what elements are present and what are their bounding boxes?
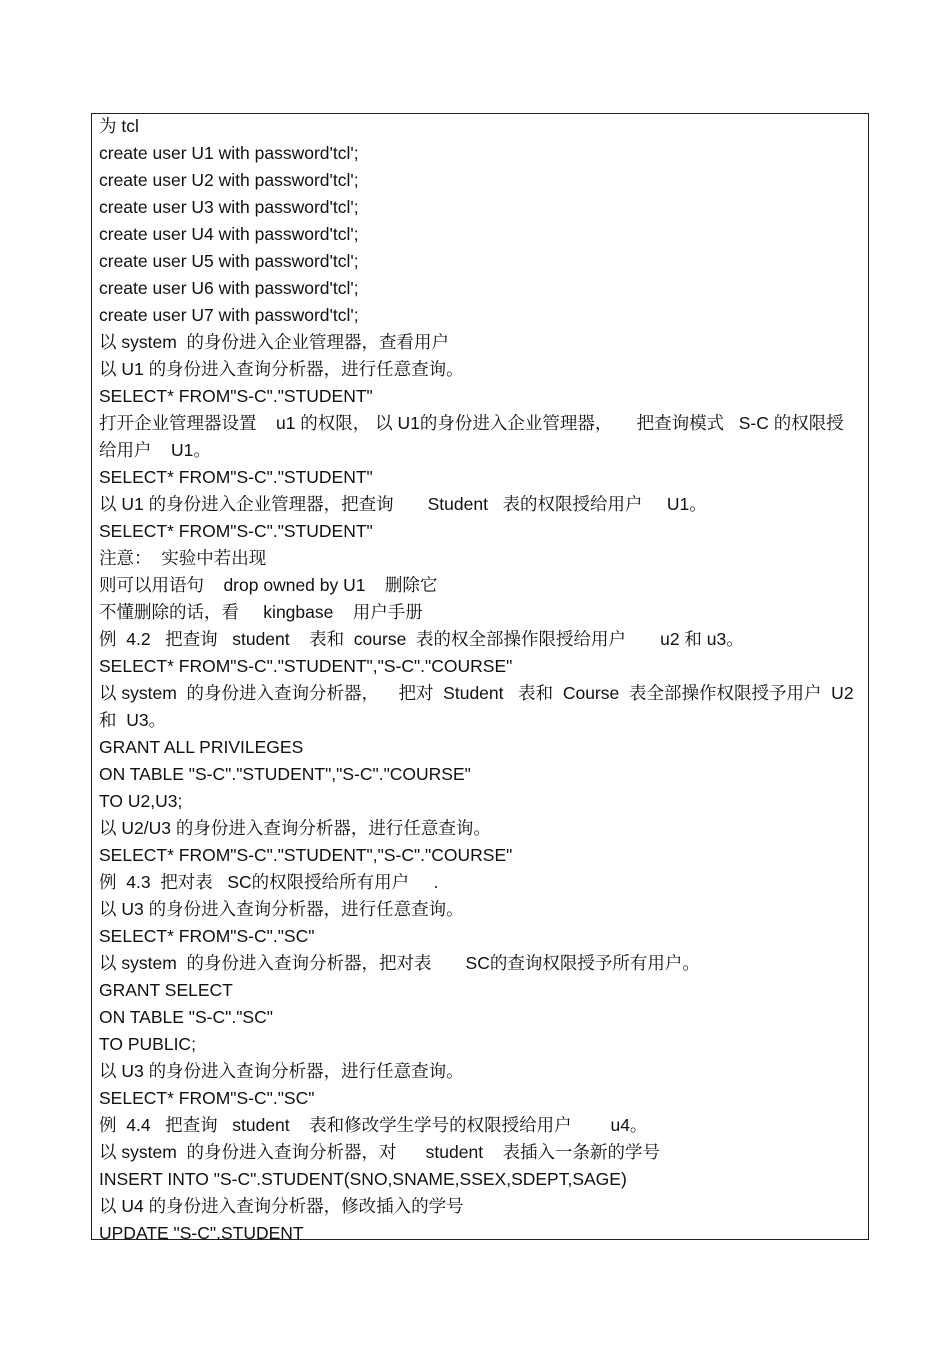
- text-line: 以 U3 的身份进入查询分析器，进行任意查询。: [99, 1061, 464, 1081]
- text-line: SELECT* FROM"S-C"."STUDENT": [99, 467, 373, 487]
- text-line: 打开企业管理器设置 u1 的权限， 以 U1的身份进入企业管理器， 把查询模式 S-C 的权限授给用户 U1。: [99, 413, 844, 460]
- text-line: UPDATE "S-C".STUDENT: [99, 1223, 304, 1240]
- text-line: SELECT* FROM"S-C"."STUDENT","S-C"."COURSE": [99, 845, 513, 865]
- text-line: SELECT* FROM"S-C"."STUDENT": [99, 521, 373, 541]
- text-line: create user U6 with password'tcl';: [99, 278, 359, 298]
- text-line: 以 U4 的身份进入查询分析器，修改插入的学号: [99, 1196, 464, 1216]
- text-line: 例 4.2 把查询 student 表和 course 表的权全部操作限授给用户 u2 和 u3。: [99, 629, 744, 649]
- text-line: SELECT* FROM"S-C"."SC": [99, 1088, 315, 1108]
- text-line: 以 U3 的身份进入查询分析器，进行任意查询。: [99, 899, 464, 919]
- text-line: create user U1 with password'tcl';: [99, 143, 359, 163]
- text-line: 例 4.4 把查询 student 表和修改学生学号的权限授给用户 u4。: [99, 1115, 648, 1135]
- text-line: GRANT SELECT: [99, 980, 233, 1000]
- text-line: INSERT INTO "S-C".STUDENT(SNO,SNAME,SSEX,SDEPT,SAGE): [99, 1169, 627, 1189]
- text-line: create user U7 with password'tcl';: [99, 305, 359, 325]
- text-line: 则可以用语句 drop owned by U1 删除它: [99, 575, 438, 595]
- text-line: 不懂删除的话，看 kingbase 用户手册: [99, 602, 423, 622]
- text-line: 以 U1 的身份进入企业管理器，把查询 Student 表的权限授给用户 U1。: [99, 494, 707, 514]
- text-line: create user U3 with password'tcl';: [99, 197, 359, 217]
- text-line: create user U5 with password'tcl';: [99, 251, 359, 271]
- text-line: ON TABLE "S-C"."STUDENT","S-C"."COURSE": [99, 764, 471, 784]
- text-line: SELECT* FROM"S-C"."STUDENT": [99, 386, 373, 406]
- text-line: 为 tcl: [99, 116, 139, 136]
- text-line: GRANT ALL PRIVILEGES: [99, 737, 304, 757]
- text-line: 以 system 的身份进入查询分析器， 把对 Student 表和 Course 表全部操作权限授予用户 U2 和 U3。: [99, 683, 859, 730]
- text-line: ON TABLE "S-C"."SC": [99, 1007, 273, 1027]
- text-line: 以 system 的身份进入查询分析器，对 student 表插入一条新的学号: [99, 1142, 661, 1162]
- text-line: 以 system 的身份进入查询分析器，把对表 SC的查询权限授予所有用户。: [99, 953, 700, 973]
- document-table-cell: [91, 113, 869, 1240]
- text-line: TO PUBLIC;: [99, 1034, 196, 1054]
- text-line: create user U2 with password'tcl';: [99, 170, 359, 190]
- text-line: 以 U2/U3 的身份进入查询分析器，进行任意查询。: [99, 818, 491, 838]
- text-line: TO U2,U3;: [99, 791, 183, 811]
- text-line: 以 system 的身份进入企业管理器，查看用户: [99, 332, 450, 352]
- text-line: create user U4 with password'tcl';: [99, 224, 359, 244]
- text-line: SELECT* FROM"S-C"."SC": [99, 926, 315, 946]
- text-line: SELECT* FROM"S-C"."STUDENT","S-C"."COURSE": [99, 656, 513, 676]
- text-line: 以 U1 的身份进入查询分析器，进行任意查询。: [99, 359, 464, 379]
- text-line: 注意： 实验中若出现: [99, 548, 267, 568]
- text-line: 例 4.3 把对表 SC的权限授给所有用户 .: [99, 872, 439, 892]
